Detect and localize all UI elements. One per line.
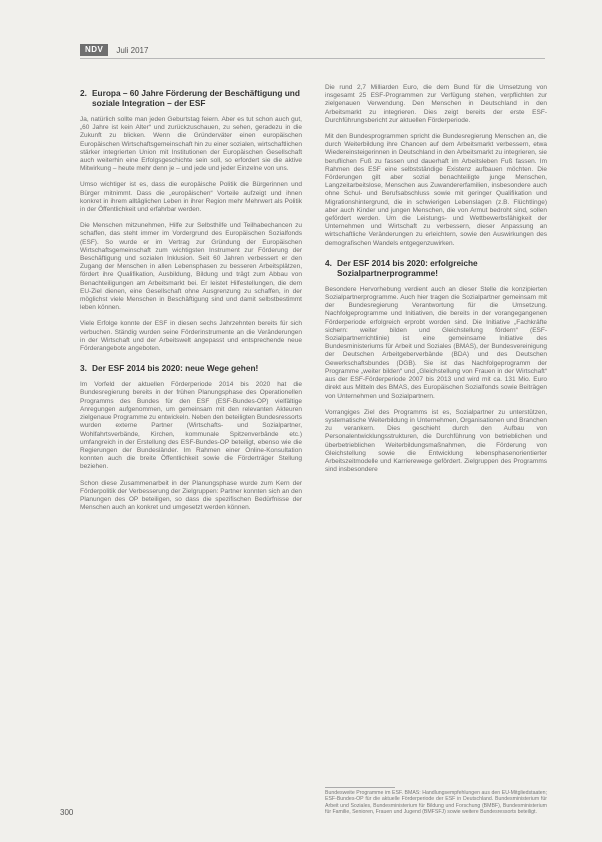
paragraph: Besondere Hervorhebung verdient auch an dieser Stelle die konzipierten Sozialpartnerprogramme. Auch hier tragen die Sozialpartner gemeinsam mit der Bundesregierung Verantwortung für die Umsetzung. Nachfolgeprogramme und Initiativen, die bereits in der vorangegangenen Förderperiode erfolgreich erprobt worden sind. Die Initiative „Fachkräfte sichern: weiter bilden und Gleichstellung fördern“ (ESF-Sozialpartnerrichtlinie) ist eine gemeinsame Initiative des Bundesministeriums für Arbeit und Soziales (BMAS), der Bundesvereinigung der Deutschen Arbeitgeberverbände (BDA) und des Deutschen Gewerkschaftsbundes (DGB). Sie ist das Nachfolgeprogramm der Programme „weiter bilden“ und „Gleichstellung von Frauen in der Wirtschaft“ aus der ESF-Förderperiode 2007 bis 2013 und wird mit ca. 131 Mio. Euro direkt aus Mitteln des BMAS, des Europäischen Sozialfonds sowie Beiträgen von Unternehmen und Sozialpartnern. [325, 285, 547, 400]
paragraph: Vorrangiges Ziel des Programms ist es, Sozialpartner zu unterstützen, systematische Weiterbildung in Unternehmen, Organisationen und Branchen zu verankern. Dies geschieht durch den Aufbau von Personalentwicklungsstrukturen, die Durchführung von betrieblichen und überbetrieblichen Weiterbildungsmaßnahmen, die Förderung von Gleichstellung sowie die Entwicklung lebensphasenorientierter Arbeitszeitmodelle und Karrierewege gefördert. Zielgruppen des Programms sind insbesondere [325, 408, 547, 474]
section-3-title: Der ESF 2014 bis 2020: neue Wege gehen! [92, 363, 259, 374]
right-column [325, 84, 547, 482]
journal-logo: NDV [80, 44, 108, 56]
paragraph: Umso wichtiger ist es, dass die europäische Politik die Bürgerinnen und Bürger mitnimmt. Dass die „europäischen“ Vorteile aufzeigt und ihnen konkret in ihrem alltäglichen Leben in ihrer Region mehr Mehrwert als Politik in der Öffentlichkeit und erfahrbar werden. [80, 181, 302, 214]
paragraph: Mit den Bundesprogrammen spricht die Bundesregierung Menschen an, die durch Weiterbildung ihre Chancen auf dem Arbeitsmarkt verbessern, etwa Wiedereinsteigerinnen in Deutschland in den Arbeitsmarkt zu integrieren, sie beruflichen Fuß zu fassen und dauerhaft im Arbeitsleben Fuß fassen. Im Rahmen des ESF eine selbstständige Existenz aufbauen möchten. Die Förderungen gilt aber sozial benachteiligte junge Menschen, Langzeitarbeitslose, Menschen aus Zuwandererfamilien, insbesondere auch ohne Schul- und Berufsabschluss sowie mit geringer Qualifikation und Migrationshintergrund, die in schwierigen Lebenslagen (z.B. Flüchtlinge) aber auch Kinder und jungen Menschen, die von Armut bedroht sind, sollen gefördert werden. Um die Leistungs- und Wettbewerbsfähigkeit der Unternehmen und Wirtschaft zu verbessern, dieser Anpassung an wirtschaftliche Veränderungen zu erleichtern, sowie den Auswirkungen des demografischen Wandels entgegenzuwirken. [325, 133, 547, 247]
section-4-title: Der ESF 2014 bis 2020: erfolgreiche Sozialpartnerprogramme! [337, 257, 478, 278]
section-3-number: 3. [80, 363, 87, 374]
section-2-title: Europa – 60 Jahre Förderung der Beschäftigung und soziale Integration – der ESF [92, 88, 300, 108]
page-header [80, 44, 148, 56]
paragraph: Schon diese Zusammenarbeit in der Planungsphase wurde zum Kern der Förderpolitik der Verbesserung der Zielgruppen: Partner konnten sich an den Planungen des OP beteiligen, so dass die spezifischen Bedürfnisse der Menschen auch an konkret und umgesetzt werden können. [80, 479, 302, 512]
paragraph: Viele Erfolge konnte der ESF in diesen sechs Jahrzehnten bereits für sich verbuchen. Ständig wurden seine Förderinstrumente an die Veränderungen in der Wirtschaft und der Arbeitswelt angepasst und entsprechende neue Förderangebote angeboten. [80, 320, 302, 353]
section-4-number: 4. [325, 257, 332, 268]
issue-date: Juli 2017 [116, 45, 149, 55]
section-4-heading [325, 258, 547, 278]
header-rule [80, 58, 545, 59]
paragraph: Im Vorfeld der aktuellen Förderperiode 2014 bis 2020 hat die Bundesregierung bereits in der frühen Planungsphase des Operationellen Programms des Bundes für den ESF (ESF-Bundes-OP) vielfältige Anregungen aufgenommen, um gemeinsam mit den relevanten Akteuren zielgenaue Programme zu entwickeln. Neben den beteiligten Bundesressorts wurden externe Partner (Wirtschafts- und Sozialpartner, Wohlfahrtsverbände, Kirchen, kommunale Spitzenverbände etc.) umfangreich in der Erstellung des ESF-Bundes-OP beteiligt, ebenso wie die Regierungen der Bundesländer. Im Rahmen einer Online-Konsultation konnten auch die breite Öffentlichkeit sowie die Förderträger Stellung beziehen. [80, 381, 302, 471]
section-2-heading [80, 88, 302, 108]
page-number: 300 [60, 808, 74, 817]
left-column [80, 84, 302, 520]
section-2-number: 2. [80, 88, 87, 98]
paragraph: Die rund 2,7 Milliarden Euro, die dem Bund für die Umsetzung von insgesamt 25 ESF-Programmen zur Verfügung stehen, verpflichten zur zielgenauen Verwendung. Den Menschen in Deutschland in den Arbeitsmarkt zu integrieren. Dies zeigt bereits der erste ESF-Durchführungsbericht zur aktuellen Förderperiode. [325, 84, 547, 124]
paragraph: Die Menschen mitzunehmen, Hilfe zur Selbsthilfe und Teilhabechancen zu schaffen, das steht immer im Vordergrund des Europäischen Sozialfonds (ESF). So wurde er im Vertrag zur Gründung der Europäischen Wirtschaftsgemeinschaft zum wichtigsten Instrument zur Förderung der Beschäftigung und sozialen Inklusion. Seit 60 Jahren verbessert er den Zugang der Menschen in allen Lebensphasen zu besseren Arbeitsplätzen, fördert ihre Qualifikation, Ausbildung, Bildung und trägt zum Abbau von Benachteiligungen am Arbeitsmarkt bei. Er leistet Hilfestellungen, die dem EU-Ziel dienen, eine Gesellschaft ohne Ausgrenzung zu schaffen, in der möglichst viele Menschen in Beschäftigung sind und damit selbstbestimmt leben können. [80, 222, 302, 312]
section-3-heading [80, 363, 302, 373]
paragraph: Ja, natürlich sollte man jeden Geburtstag feiern. Aber es tut schon auch gut, „60 Jahre ist kein Alter“ und zurückzuschauen, zu sehen, geradezu in die Zukunft zu blicken. Wenn die Gründerväter einen europäischen Europäischen Wirtschaftsgemeinschaft hin zu einer sozialen, wirtschaftlichen stärker integrierten Union mit Institutionen der Europäischen Gesellschaft auch weiterhin eine Erfolgsgeschichte sein soll, so erfordert sie die aktive Mitwirkung – heute mehr denn je – und jede und jeder Einzelne von uns. [80, 116, 302, 173]
footnote-rule [325, 787, 395, 788]
footnote: Bundesweite Programme im ESF. BMAS: Handlungsempfehlungen aus den EU-Mitgliedstaaten; ESF-Bundes-OP für die aktuelle Förderperiode der ESF in Deutschland. Bundesministerium für Arbeit und Soziales, Bundesministerium für Bildung und Forschung (BMBF), Bundesministerium für Familie, Senioren, Frauen und Jugend (BMFSFJ) sowie weitere Bundesressorts beteiligt. [325, 790, 547, 816]
